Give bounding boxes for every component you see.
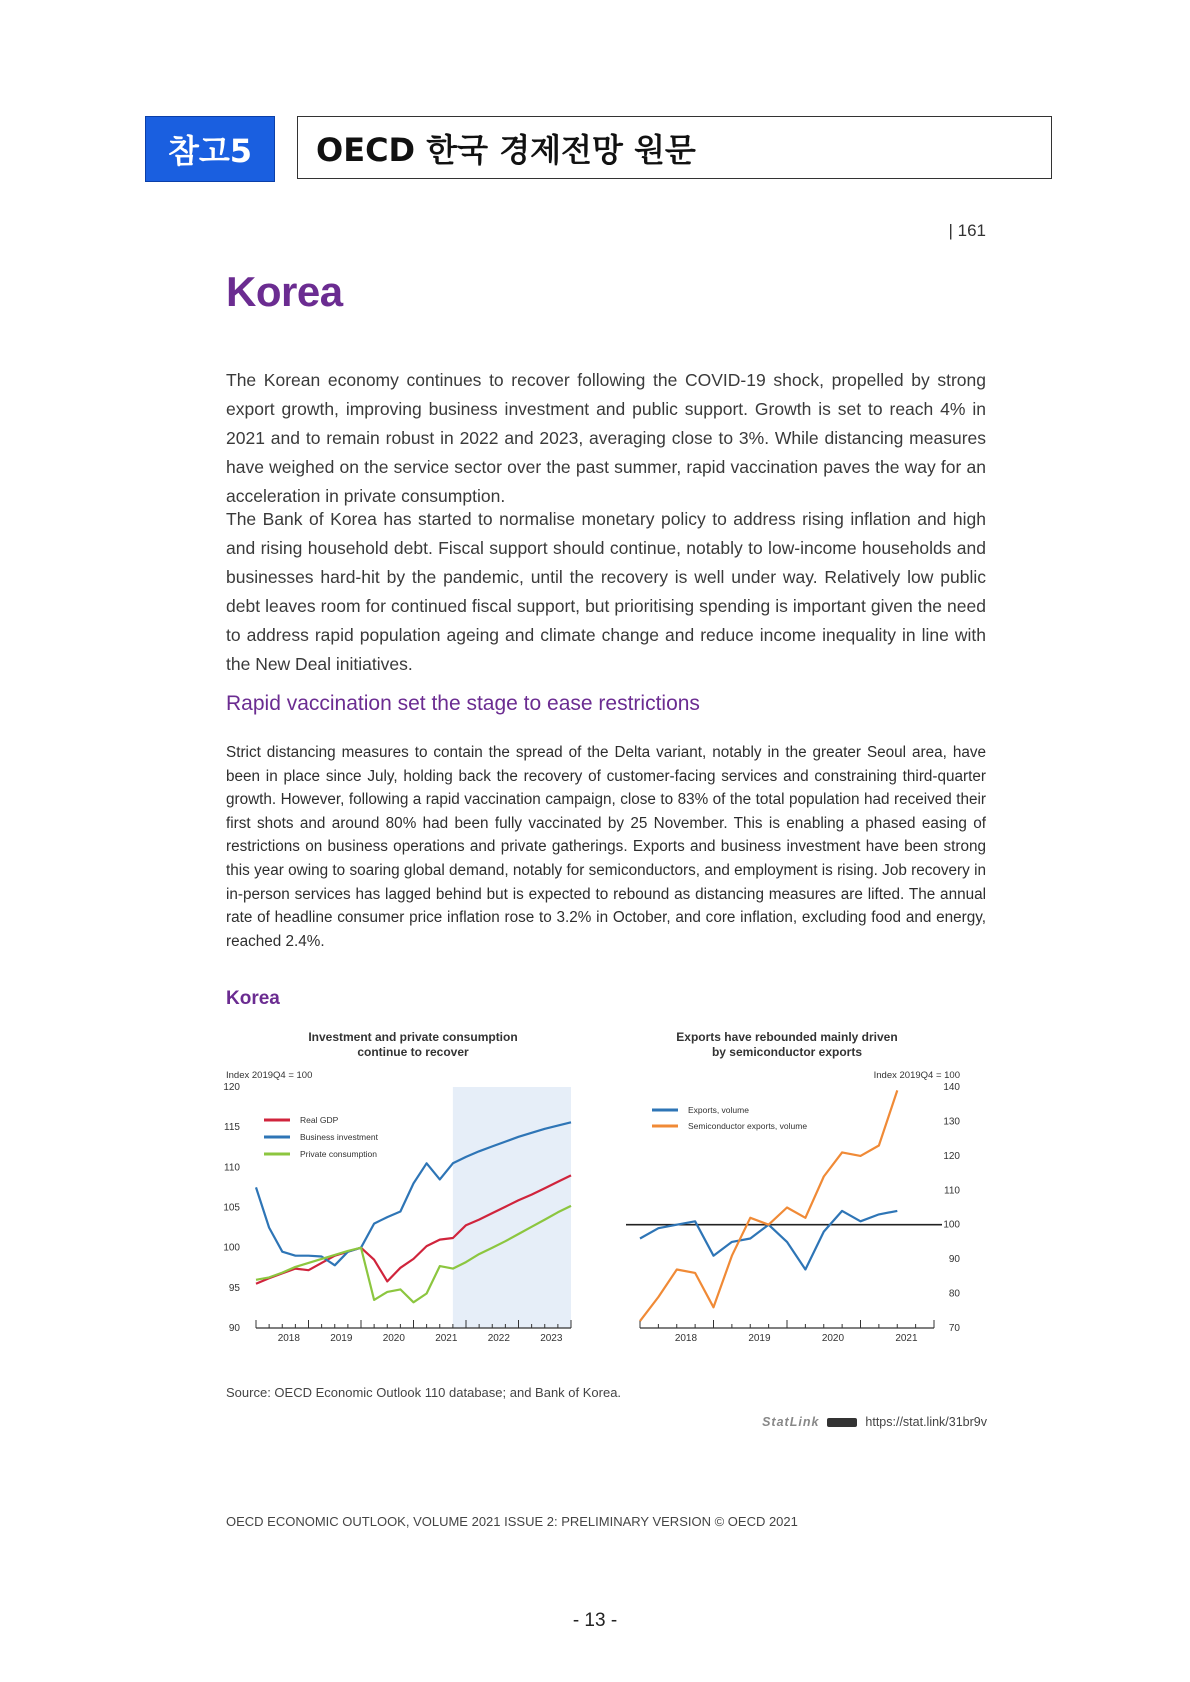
paragraph-policy: The Bank of Korea has started to normalise monetary policy to address rising inflation and high and rising household debt. Fiscal support should continue, notably to low-income households and businesses hard-hit by the pandemic, until the recovery is well under way. Relatively low public debt leaves room for continued fiscal support, but prioritising spending is important given the need to address rapid population ageing and climate change and reduce income inequality in line with the New Deal initiatives. [226, 509, 986, 674]
chart-2-xtick-label: 2021 [895, 1333, 918, 1344]
chart-1-xtick-label: 2019 [330, 1333, 353, 1344]
chart-1-legend-label: Business investment [300, 1132, 378, 1142]
chart-2-ytick-label: 110 [944, 1185, 960, 1197]
paragraph-vaccination: Strict distancing measures to contain the spread of the Delta variant, notably in the greater Seoul area, have been in place since July, holding back the recovery of customer-facing services and constraining third-quarter growth. However, following a rapid vaccination campaign, close to 83% of the total population had received their first shots and around 80% had been fully vaccinated by 25 November. This is enabling a phased easing of restrictions on business operations and private gatherings. Exports and business investment have been strong this year owing to soaring global demand, notably for semiconductors, and employment is rising. Job recovery in in-person services has lagged behind but is expected to rebound as distancing measures are lifted. The annual rate of headline consumer price inflation rose to 3.2% in October, and core inflation, excluding food and energy, reached 2.4%. [226, 744, 986, 950]
chart-2-xtick-label: 2018 [674, 1333, 698, 1344]
chart-2-xtick-label: 2020 [821, 1333, 845, 1344]
chart-1-ytick-label: 90 [228, 1323, 240, 1334]
chart-2-legend-label: Exports, volume [688, 1105, 749, 1115]
chart-2-ylabel: Index 2019Q4 = 100 [873, 1070, 960, 1081]
chart-2-ytick-label: 130 [943, 1116, 960, 1128]
chart-1-ytick-label: 100 [223, 1242, 240, 1254]
chart-2-legend-label: Semiconductor exports, volume [688, 1121, 808, 1131]
chart-1-ylabel: Index 2019Q4 = 100 [226, 1070, 313, 1081]
statlink[interactable] [762, 1415, 987, 1429]
statlink-brand: StatLink [762, 1415, 820, 1429]
page-footer: OECD ECONOMIC OUTLOOK, VOLUME 2021 ISSUE 2: PRELIMINARY VERSION © OECD 2021 [226, 1514, 798, 1529]
country-title: Korea [226, 268, 343, 315]
chart-1-xtick-label: 2021 [435, 1333, 458, 1344]
chart-1-title: continue to recover [357, 1045, 469, 1059]
chart-2-title: Exports have rebounded mainly driven [676, 1030, 898, 1044]
chart-1-ytick-label: 120 [223, 1082, 240, 1093]
chart-2-ytick-label: 80 [948, 1288, 960, 1300]
chart-2-series-exports-volume [640, 1211, 897, 1270]
chart-1-legend-label: Real GDP [300, 1115, 339, 1125]
chart-2-ytick-label: 120 [943, 1150, 960, 1162]
chart-1-ytick-label: 95 [228, 1282, 240, 1294]
chart-1-ytick-label: 110 [224, 1162, 240, 1174]
chart-2-xtick-label: 2019 [748, 1333, 771, 1344]
figure-title: Korea [226, 988, 280, 1009]
chart-1-xtick-label: 2020 [382, 1333, 405, 1344]
section-subheading: Rapid vaccination set the stage to ease restrictions [226, 692, 700, 715]
page-number: - 13 - [572, 1610, 618, 1631]
statlink-logo-icon [827, 1418, 857, 1427]
chart-2-ytick-label: 140 [943, 1082, 960, 1093]
section-title: OECD 한국 경제전망 원문 [297, 116, 1052, 179]
chart-1-legend-label: Private consumption [300, 1149, 378, 1159]
chart-1-ytick-label: 115 [224, 1122, 240, 1134]
chart-1-title: Investment and private consumption [308, 1030, 518, 1044]
chart-1-projection-shading [453, 1087, 571, 1328]
section-badge: 참고5 [145, 116, 275, 182]
chart-2-ytick-label: 100 [943, 1219, 960, 1231]
paragraph-summary: The Korean economy continues to recover following the COVID-19 shock, propelled by strong export growth, improving business investment and public support. Growth is set to reach 4% in 2021 and to remain robust in 2022 and 2023, averaging close to 3%. While distancing measures have weighed on the service sector over the past summer, rapid vaccination paves the way for an acceleration in private consumption. [226, 370, 986, 506]
chart-2-ytick-label: 70 [948, 1323, 960, 1334]
statlink-url[interactable]: https://stat.link/31br9v [865, 1415, 987, 1429]
chart-1-ytick-label: 105 [223, 1202, 240, 1214]
chart-1-xtick-label: 2023 [540, 1333, 563, 1344]
figure-charts [223, 1025, 996, 1350]
page-label-top: | 161 [948, 221, 986, 240]
chart-1-xtick-label: 2018 [277, 1333, 300, 1344]
chart-2-title: by semiconductor exports [711, 1045, 863, 1059]
figure-source: Source: OECD Economic Outlook 110 database; and Bank of Korea. [226, 1385, 622, 1400]
chart-1-xtick-label: 2022 [487, 1333, 510, 1344]
chart-2-ytick-label: 90 [948, 1254, 960, 1266]
